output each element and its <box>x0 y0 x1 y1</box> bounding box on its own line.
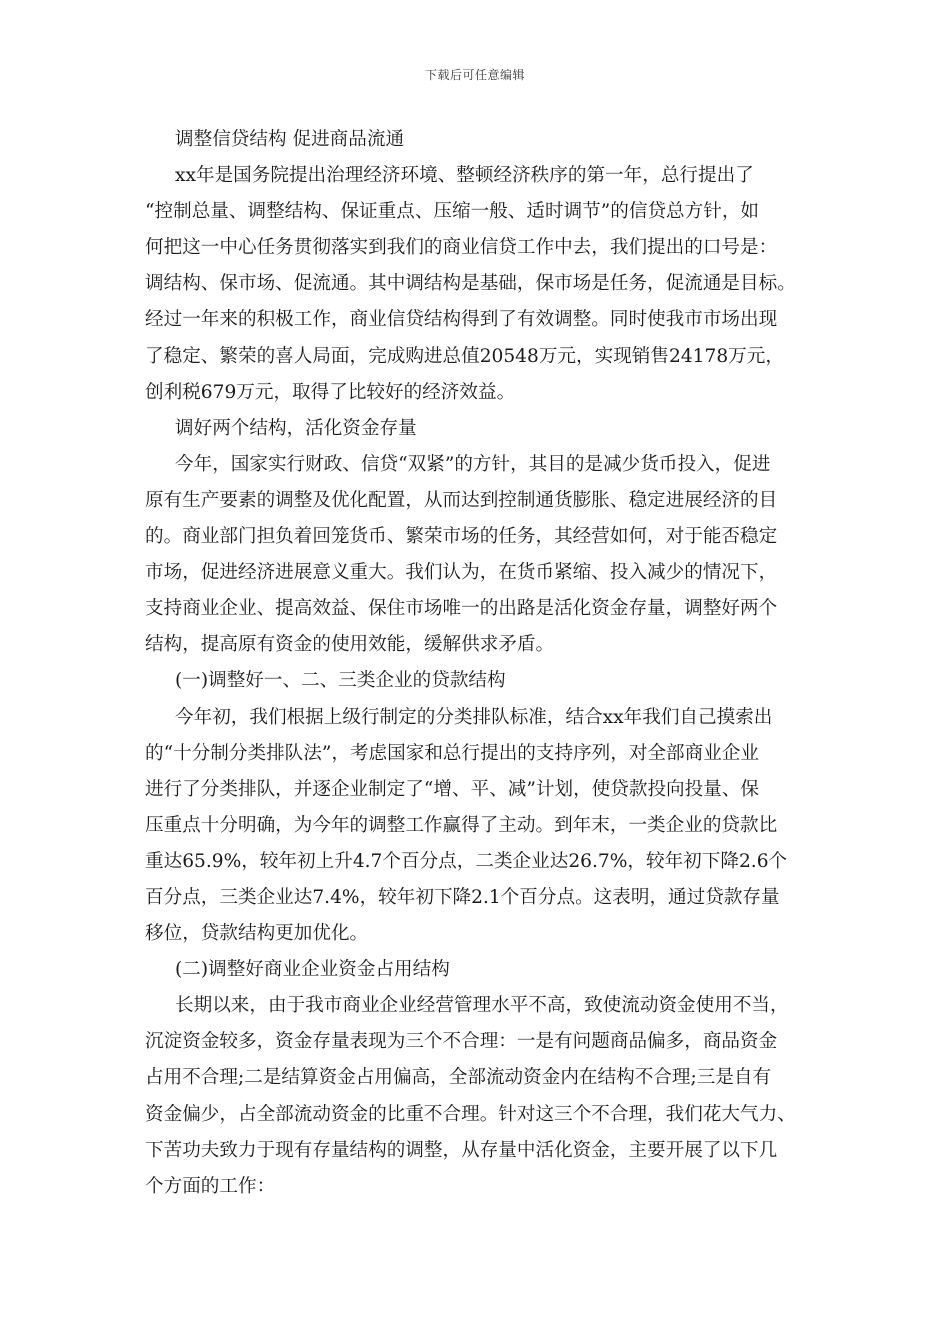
text-line: 创利税679万元，取得了比较好的经济效益。 <box>145 381 516 403</box>
text-line: 原有生产要素的调整及优化配置，从而达到控制通货膨胀、稳定进展经济的目 <box>145 489 778 511</box>
text-line: 调好两个结构，活化资金存量 <box>175 417 417 439</box>
text-line: 重达65.9%，较年初上升4.7个百分点，二类企业达26.7%，较年初下降2.6个 <box>145 850 788 872</box>
text-line: 移位，贷款结构更加优化。 <box>145 923 369 945</box>
text-line: 占用不合理;二是结算资金占用偏高，全部流动资金内在结构不合理;三是自有 <box>145 1067 772 1089</box>
text-line: 的“十分制分类排队法”，考虑国家和总行提出的支持序列，对全部商业企业 <box>145 742 760 764</box>
text-line: 长期以来，由于我市商业企业经营管理水平不高，致使流动资金使用不当， <box>175 995 789 1017</box>
text-line: 结构，提高原有资金的使用效能，缓解供求矛盾。 <box>145 634 555 656</box>
text-line: 个方面的工作： <box>145 1175 276 1197</box>
text-line: 经过一年来的积极工作，商业信贷结构得到了有效调整。同时使我市市场出现 <box>145 309 778 331</box>
text-line: xx年是国务院提出治理经济环境、整顿经济秩序的第一年，总行提出了 <box>175 165 754 187</box>
text-line: 调整信贷结构 促进商品流通 <box>175 129 405 150</box>
text-line: 何把这一中心任务贯彻落实到我们的商业信贷工作中去，我们提出的口号是： <box>145 237 778 259</box>
text-line: 下苦功夫致力于现有存量结构的调整，从存量中活化资金，主要开展了以下几 <box>145 1139 778 1161</box>
document-body <box>145 122 813 1205</box>
text-line: 今年，国家实行财政、信贷“双紧”的方针，其目的是减少货币投入，促进 <box>175 453 771 475</box>
text-line: 资金偏少，占全部流动资金的比重不合理。针对这三个不合理，我们花大气力、 <box>145 1103 796 1125</box>
text-line: 市场，促进经济进展意义重大。我们认为，在货币紧缩、投入减少的情况下， <box>145 562 778 584</box>
text-line: 进行了分类排队，并逐企业制定了“增、平、减”计划，使贷款投向投量、保 <box>145 778 760 800</box>
text-line: 调结构、保市场、促流通。其中调结构是基础，保市场是任务，促流通是目标。 <box>145 273 796 295</box>
text-line: 的。商业部门担负着回笼货币、繁荣市场的任务，其经营如何，对于能否稳定 <box>145 526 778 548</box>
text-line: “控制总量、调整结构、保证重点、压缩一般、适时调节”的信贷总方针，如 <box>145 201 760 223</box>
text-line: 压重点十分明确，为今年的调整工作赢得了主动。到年末，一类企业的贷款比 <box>145 814 778 836</box>
text-line: 今年初，我们根据上级行制定的分类排队标准，结合xx年我们自己摸索出 <box>175 706 773 728</box>
text-line: 百分点，三类企业达7.4%，较年初下降2.1个百分点。这表明，通过贷款存量 <box>145 886 780 908</box>
text-line: (一)调整好一、二、三类企业的贷款结构 <box>175 670 506 692</box>
page-header-note: 下载后可任意编辑 <box>424 68 525 82</box>
text-line: 支持商业企业、提高效益、保住市场唯一的出路是活化资金存量，调整好两个 <box>145 598 778 620</box>
text-line: 沉淀资金较多，资金存量表现为三个不合理：一是有问题商品偏多，商品资金 <box>145 1031 778 1053</box>
text-line: 了稳定、繁荣的喜人局面，完成购进总值20548万元，实现销售24178万元， <box>145 345 784 367</box>
text-line: (二)调整好商业企业资金占用结构 <box>175 959 450 981</box>
